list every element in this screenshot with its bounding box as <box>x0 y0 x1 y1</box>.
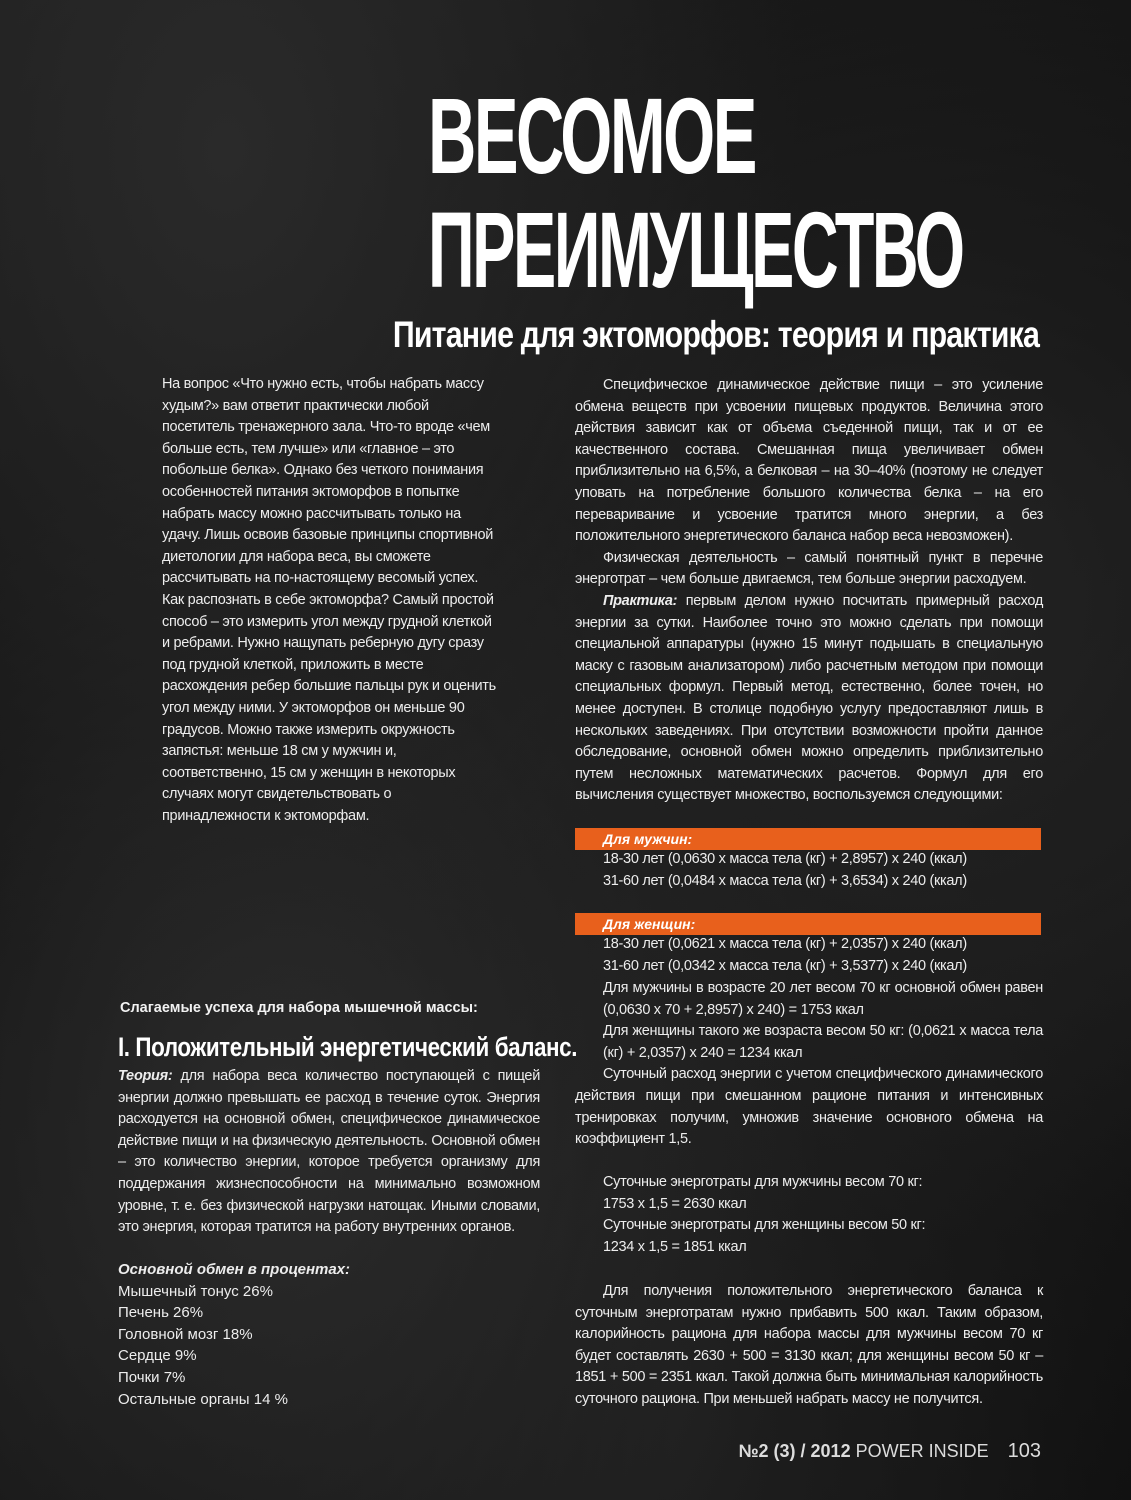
practice-text: первым делом нужно посчитать примерный расход энергии за сутки. Наиболее точно это можно сделать при помощи специальной аппаратуры (нужно 15 минут подышать в специальную маску с газовым анализатором) либо расчетным методом при помощи специальных формул. Первый метод, естественно, более точен, но менее доступен. В столице подобную услугу предоставляют лишь в нескольких заведениях. При отсутствии возможности пройти данное обследование, основной обмен можно определить приблизительно путем несложных математических расчетов. Формул для его вычисления существует множество, воспользуемся следующими: <box>575 592 1043 804</box>
calc-examples <box>575 978 1043 1151</box>
men-formula-1: 18-30 лет (0,0630 х масса тела (кг) + 2,8957) х 240 (ккал) <box>603 851 967 867</box>
daily-energy <box>603 1172 925 1258</box>
daily-women-value: 1234 х 1,5 = 1851 ккал <box>603 1238 747 1255</box>
subtitle: Питание для эктоморфов: теория и практика <box>392 314 1039 355</box>
percent-item: Остальные органы 14 % <box>118 1390 288 1408</box>
percent-list <box>118 1259 350 1410</box>
percent-item: Печень 26% <box>118 1304 204 1322</box>
daily-text: Суточный расход энергии с учетом специфического динамического действия пищи при смешанном рационе питания и интенсивных тренировках получим, умножив значение основного обмена на коэффициент 1,5. <box>575 1066 1043 1148</box>
intro-paragraph-1: На вопрос «Что нужно есть, чтобы набрать массу худым?» вам ответит практически любой посетитель тренажерного зала. Что-то вроде «чем больше есть, тем лучше» или «главное – это побольше белка». Однако без четкого понимания особенностей питания эктоморфов в попытке набрать массу можно рассчитывать только на удачу. Лишь освоив базовые принципы спортивной диетологии для набора веса, вы сможете рассчитывать на по-настоящему весомый успех. <box>162 376 494 587</box>
right-paragraph-3 <box>575 591 1043 807</box>
men-formulas <box>603 849 967 892</box>
women-example: Для женщины такого же возраста весом 50 кг: (0,0621 х масса тела (кг) + 2,0357) х 240 = 1234 ккал <box>603 1023 1043 1061</box>
theory-text: для набора веса количество поступающей с пищей энергии должно превышать ее расход в течение суток. Энергия расходуется на основной обмен, специфическое динамическое действие пищи и на физическую деятельность. Основной обмен – это количество энергии, которое требуется организму для поддержания жизнеспособности на минимально возможном уровне, т. е. без физической нагрузки натощак. Иными словами, это энергия, которая тратится на работу внутренних органов. <box>118 1068 540 1236</box>
page-number: 103 <box>1007 1440 1041 1462</box>
theory-paragraph <box>118 1066 540 1239</box>
magazine-name: POWER INSIDE <box>855 1441 989 1461</box>
women-formula-2: 31-60 лет (0,0342 х масса тела (кг) + 3,5377) х 240 (ккал) <box>603 957 967 974</box>
theory-label: Теория: <box>118 1068 173 1084</box>
men-example: Для мужчины в возрасте 20 лет весом 70 кг основной обмен равен (0,0630 х 70 + 2,8957) х 240) = 1753 ккал <box>603 980 1043 1018</box>
title-line-1: ВЕСОМОЕ <box>428 75 755 196</box>
men-formula-2: 31-60 лет (0,0484 х масса тела (кг) + 3,6534) х 240 (ккал) <box>603 872 967 889</box>
daily-women-label: Суточные энерготраты для женщины весом 50 кг: <box>603 1217 926 1234</box>
title-line-2: ПРЕИМУЩЕСТВО <box>428 189 963 310</box>
intro-paragraph-2: Как распознать в себе эктоморфа? Самый простой способ – это измерить угол между грудной клеткой и ребрами. Нужно нащупать реберную дугу сразу под грудной клеткой, приложить в месте расхождения ребер большие пальцы рук и оценить угол между ними. У эктоморфов он меньше 90 градусов. Можно также измерить окружность запястья: меньше 18 см у мужчин и, соответственно, 15 см у женщин в некоторых случаях могут свидетельствовать о принадлежности к эктоморфам. <box>162 591 496 824</box>
women-formula-1: 18-30 лет (0,0621 х масса тела (кг) + 2,0357) х 240 (ккал) <box>603 936 967 952</box>
daily-men-value: 1753 х 1,5 = 2630 ккал <box>603 1195 747 1212</box>
issue-number: №2 (3) / 2012 <box>738 1441 851 1461</box>
percent-heading: Основной обмен в процентах: <box>118 1261 351 1278</box>
final-paragraph: Для получения положительного энергетического баланса к суточным энерготратам нужно прибавить 500 ккал. Таким образом, калорийность рациона для набора массы для мужчины весом 70 кг будет составлять 2630 + 500 = 3130 ккал; для женщины весом 50 кг – 1851 + 500 = 2351 ккал. Такой должна быть минимальная калорийность суточного рациона. При меньшей набрать массу не получится. <box>575 1283 1043 1407</box>
section-heading: I. Положительный энергетический баланс. <box>118 1032 578 1062</box>
percent-item: Мышечный тонус 26% <box>118 1282 273 1300</box>
final-paragraph-block <box>575 1281 1043 1411</box>
page-footer <box>738 1440 1041 1463</box>
components-title: Слагаемые успеха для набора мышечной массы: <box>120 1000 478 1016</box>
women-formulas <box>603 934 967 977</box>
right-paragraph-2: Физическая деятельность – самый понятный пункт в перечне энерготрат – чем больше двигаемся, тем больше энергии расходуем. <box>575 549 1043 588</box>
percent-item: Сердце 9% <box>118 1347 197 1365</box>
men-band: Для мужчин: <box>575 828 1041 850</box>
percent-item: Головной мозг 18% <box>118 1325 253 1343</box>
theory-block <box>118 1066 540 1239</box>
daily-men-label: Суточные энерготраты для мужчины весом 70 кг: <box>603 1174 923 1190</box>
intro-column <box>162 374 502 827</box>
practice-label: Практика: <box>603 592 678 609</box>
percent-item: Почки 7% <box>118 1368 186 1386</box>
right-column <box>575 375 1043 807</box>
women-band: Для женщин: <box>575 913 1041 935</box>
right-paragraph-1: Специфическое динамическое действие пищи – это усиление обмена веществ при усвоении пищевых продуктов. Величина этого действия зависит как от объема съеденной пищи, так и от ее качественного состава. Смешанная пища увеличивает обмен приблизительно на 6,5%, а белковая – на 30–40% (поэтому не следует уповать на потребление большого количества белка – на его переваривание и усвоение тратится много энергии, а без положительного энергетического баланса набор веса невозможен). <box>575 377 1043 545</box>
